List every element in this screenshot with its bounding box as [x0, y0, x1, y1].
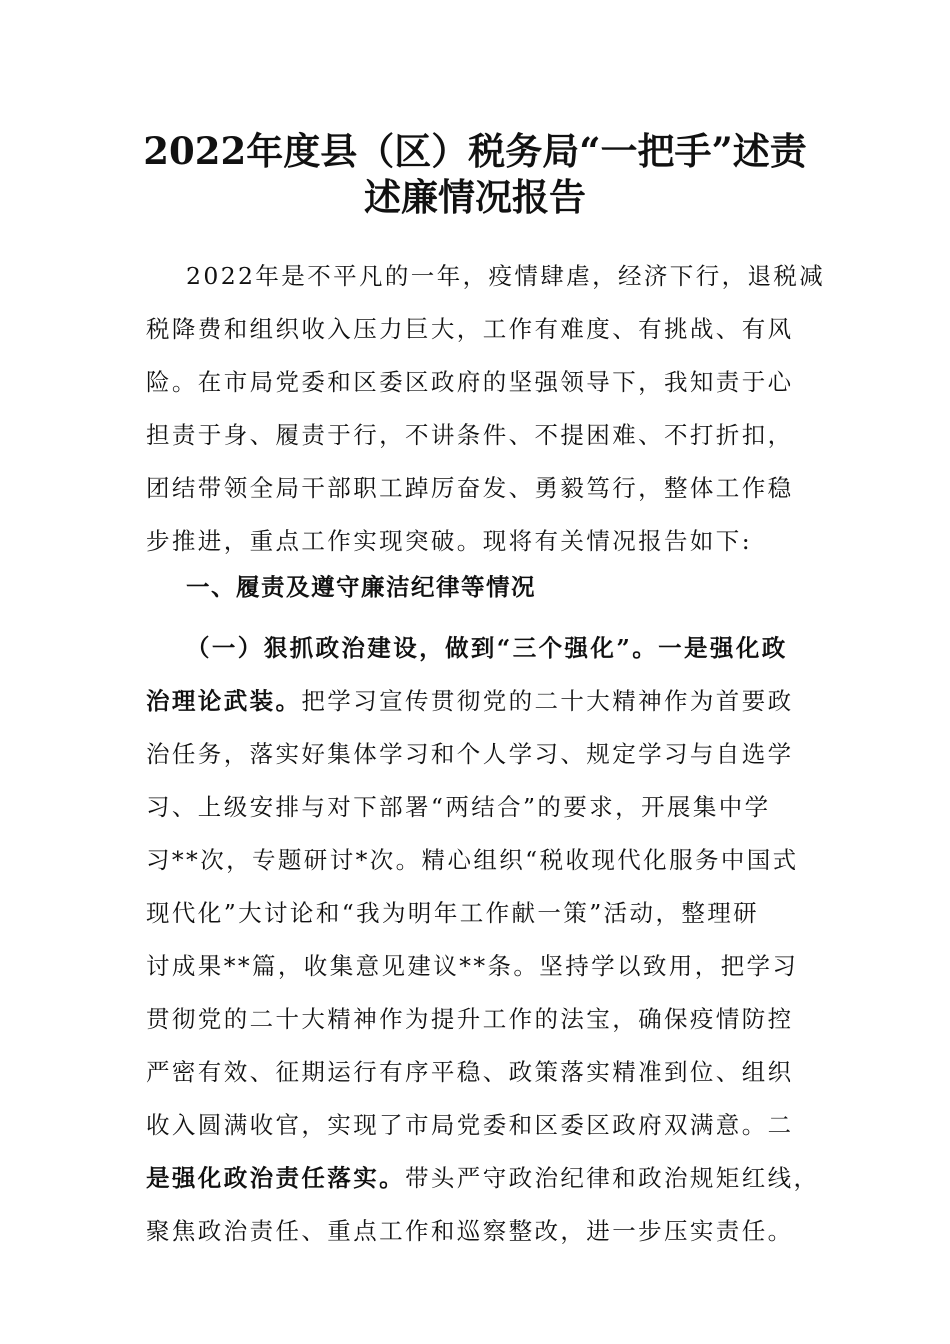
paragraph-line: 收入圆满收官，实现了市局党委和区委区政府双满意。二	[146, 1111, 794, 1139]
paragraph-line: 税降费和组织收入压力巨大，工作有难度、有挑战、有风	[146, 315, 794, 343]
paragraph-line	[146, 675, 826, 728]
paragraph-line: 险。在市局党委和区委区政府的坚强领导下，我知责于心	[146, 368, 794, 396]
intro-paragraph	[146, 250, 826, 568]
bold-phrase: 是强化政治责任落实。	[146, 1164, 405, 1192]
paragraph-line: 步推进，重点工作实现突破。现将有关情况报告如下:	[146, 527, 753, 555]
paragraph-line: 习、上级安排与对下部署“两结合”的要求，开展集中学	[146, 793, 771, 821]
paragraph-line: 2022年是不平凡的一年，疫情肆虐，经济下行，退税减	[186, 262, 826, 290]
paragraph-line: 担责于身、履责于行，不讲条件、不提困难、不打折扣，	[146, 421, 794, 449]
bold-phrase: 治理论武装。	[146, 687, 302, 715]
paragraph-line: 讨成果**篇，收集意见建议**条。坚持学以致用，把学习	[146, 952, 799, 980]
paragraph-line: 团结带领全局干部职工踔厉奋发、勇毅笃行，整体工作稳	[146, 474, 794, 502]
paragraph-line: 贯彻党的二十大精神作为提升工作的法宝，确保疫情防控	[146, 1005, 794, 1033]
text-phrase: 把学习宣传贯彻党的二十大精神作为首要政	[301, 687, 794, 715]
paragraph-line-bold: （一）狠抓政治建设，做到“三个强化”。一是强化政	[186, 634, 788, 662]
section-heading: 一、履责及遵守廉洁纪律等情况	[186, 573, 536, 601]
paragraph-line: 治任务，落实好集体学习和个人学习、规定学习与自选学	[146, 740, 794, 768]
paragraph-line: 现代化”大讨论和“我为明年工作献一策”活动，整理研	[146, 899, 760, 927]
paragraph-line: 习**次，专题研讨*次。精心组织“税收现代化服务中国式	[146, 846, 799, 874]
text-phrase: 带头严守政治纪律和政治规矩红线，	[405, 1164, 820, 1192]
section-paragraph	[146, 622, 826, 1258]
document-title-line-2: 述廉情况报告	[364, 175, 586, 219]
paragraph-line: 聚焦政治责任、重点工作和巡察整改，进一步压实责任。	[146, 1217, 794, 1245]
paragraph-line	[146, 1152, 826, 1205]
paragraph-line: 严密有效、征期运行有序平稳、政策落实精准到位、组织	[146, 1058, 794, 1086]
document-title-line-1: 2022年度县（区）税务局“一把手”述责	[143, 129, 807, 173]
